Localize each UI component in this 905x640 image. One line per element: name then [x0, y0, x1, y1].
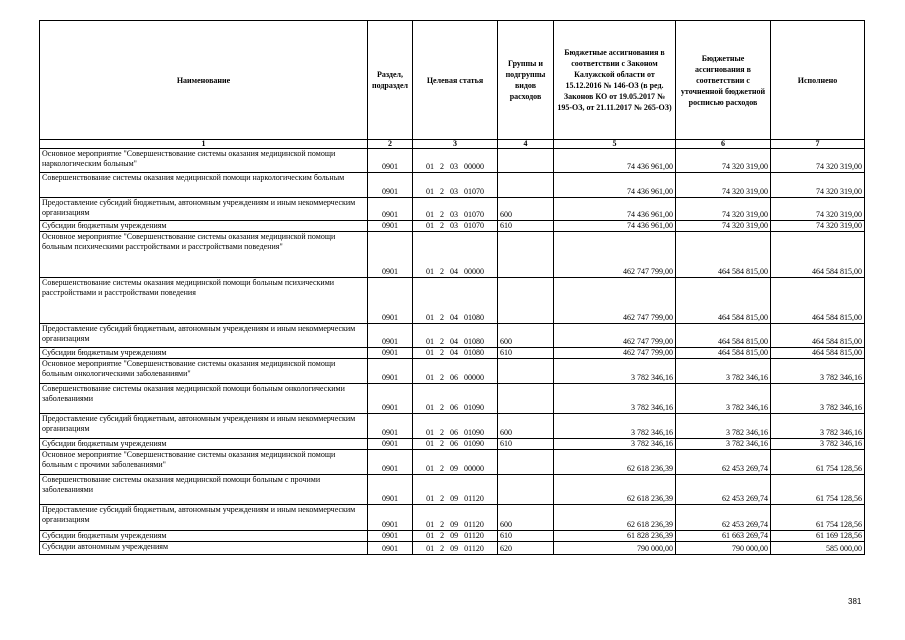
row-expense-group: 610 [498, 348, 554, 359]
row-expense-group: 600 [498, 505, 554, 531]
row-executed: 74 320 319,00 [771, 173, 865, 198]
row-section: 0901 [368, 149, 413, 173]
row-target-article: 01 2 06 01090 [413, 439, 498, 450]
row-law-allocation: 790 000,00 [554, 542, 676, 555]
row-target-article: 01 2 03 01070 [413, 173, 498, 198]
row-adjusted-allocation: 3 782 346,16 [676, 414, 771, 439]
row-target-article: 01 2 09 01120 [413, 542, 498, 555]
row-section: 0901 [368, 198, 413, 221]
table-row [40, 324, 865, 348]
row-target-article: 01 2 04 01080 [413, 278, 498, 324]
row-target-article: 01 2 06 01090 [413, 414, 498, 439]
table-body [40, 149, 865, 555]
row-adjusted-allocation: 464 584 815,00 [676, 324, 771, 348]
row-expense-group [498, 149, 554, 173]
row-executed: 3 782 346,16 [771, 359, 865, 384]
header-target: Целевая статья [413, 21, 498, 140]
row-law-allocation: 462 747 799,00 [554, 232, 676, 278]
row-section: 0901 [368, 324, 413, 348]
row-target-article: 01 2 03 01070 [413, 221, 498, 232]
row-executed: 464 584 815,00 [771, 278, 865, 324]
row-executed: 3 782 346,16 [771, 384, 865, 414]
row-law-allocation: 74 436 961,00 [554, 149, 676, 173]
table-row [40, 475, 865, 505]
row-target-article: 01 2 09 01120 [413, 505, 498, 531]
row-adjusted-allocation: 3 782 346,16 [676, 384, 771, 414]
row-executed: 61 754 128,56 [771, 475, 865, 505]
row-executed: 74 320 319,00 [771, 198, 865, 221]
row-executed: 61 169 128,56 [771, 531, 865, 542]
row-expense-group: 610 [498, 439, 554, 450]
column-number: 2 [368, 140, 413, 149]
row-adjusted-allocation: 790 000,00 [676, 542, 771, 555]
row-section: 0901 [368, 232, 413, 278]
row-expense-group: 610 [498, 531, 554, 542]
table-row [40, 542, 865, 555]
row-adjusted-allocation: 74 320 319,00 [676, 198, 771, 221]
row-law-allocation: 3 782 346,16 [554, 439, 676, 450]
row-name: Основное мероприятие "Совершенствование системы оказания медицинской помощи наркологическим больным" [40, 149, 368, 173]
table-row [40, 384, 865, 414]
table-row [40, 149, 865, 173]
row-name: Предоставление субсидий бюджетным, автономным учреждениям и иным некоммерческим организациям [40, 324, 368, 348]
header-law-allocations: Бюджетные ассигнования в соответствии с Законом Калужской области от 15.12.2016 № 146-ОЗ (в ред. Законов КО от 19.05.2017 № 195-ОЗ, от 21.11.2017 № 265-ОЗ) [554, 21, 676, 140]
row-section: 0901 [368, 475, 413, 505]
column-number: 5 [554, 140, 676, 149]
row-expense-group [498, 173, 554, 198]
row-adjusted-allocation: 3 782 346,16 [676, 439, 771, 450]
row-law-allocation: 74 436 961,00 [554, 198, 676, 221]
table-row [40, 531, 865, 542]
row-expense-group [498, 475, 554, 505]
row-target-article: 01 2 09 00000 [413, 450, 498, 475]
row-target-article: 01 2 03 01070 [413, 198, 498, 221]
row-executed: 464 584 815,00 [771, 232, 865, 278]
header-adjusted-allocations: Бюджетные ассигнования в соответствии с уточненной бюджетной росписью расходов [676, 21, 771, 140]
table-row [40, 221, 865, 232]
row-target-article: 01 2 06 00000 [413, 359, 498, 384]
row-law-allocation: 74 436 961,00 [554, 221, 676, 232]
row-adjusted-allocation: 74 320 319,00 [676, 173, 771, 198]
row-executed: 74 320 319,00 [771, 149, 865, 173]
table-row [40, 348, 865, 359]
row-law-allocation: 3 782 346,16 [554, 384, 676, 414]
row-section: 0901 [368, 384, 413, 414]
row-expense-group: 600 [498, 324, 554, 348]
row-adjusted-allocation: 62 453 269,74 [676, 505, 771, 531]
table-row [40, 232, 865, 278]
row-name: Основное мероприятие "Совершенствование системы оказания медицинской помощи больным онкологическими заболеваниями" [40, 359, 368, 384]
column-number: 7 [771, 140, 865, 149]
row-expense-group: 600 [498, 198, 554, 221]
row-adjusted-allocation: 74 320 319,00 [676, 149, 771, 173]
row-section: 0901 [368, 414, 413, 439]
row-law-allocation: 462 747 799,00 [554, 278, 676, 324]
row-expense-group [498, 278, 554, 324]
row-expense-group: 600 [498, 414, 554, 439]
row-adjusted-allocation: 62 453 269,74 [676, 450, 771, 475]
header-groups: Группы и подгруппы видов расходов [498, 21, 554, 140]
table-row [40, 173, 865, 198]
row-adjusted-allocation: 74 320 319,00 [676, 221, 771, 232]
table-row [40, 198, 865, 221]
column-number: 6 [676, 140, 771, 149]
row-section: 0901 [368, 439, 413, 450]
table-row [40, 414, 865, 439]
table-row [40, 505, 865, 531]
row-executed: 74 320 319,00 [771, 221, 865, 232]
row-name: Субсидии бюджетным учреждениям [40, 439, 368, 450]
row-target-article: 01 2 04 01080 [413, 348, 498, 359]
row-target-article: 01 2 04 00000 [413, 232, 498, 278]
row-executed: 3 782 346,16 [771, 439, 865, 450]
table-row [40, 359, 865, 384]
header-name: Наименование [40, 21, 368, 140]
row-adjusted-allocation: 464 584 815,00 [676, 348, 771, 359]
row-adjusted-allocation: 464 584 815,00 [676, 278, 771, 324]
row-adjusted-allocation: 3 782 346,16 [676, 359, 771, 384]
row-name: Субсидии бюджетным учреждениям [40, 531, 368, 542]
row-section: 0901 [368, 348, 413, 359]
row-section: 0901 [368, 221, 413, 232]
row-expense-group [498, 232, 554, 278]
row-executed: 61 754 128,56 [771, 505, 865, 531]
row-expense-group [498, 359, 554, 384]
row-target-article: 01 2 04 01080 [413, 324, 498, 348]
row-name: Совершенствование системы оказания медицинской помощи больным онкологическими заболеваниями [40, 384, 368, 414]
row-section: 0901 [368, 173, 413, 198]
table-header [40, 21, 865, 149]
row-name: Совершенствование системы оказания медицинской помощи наркологическим больным [40, 173, 368, 198]
column-number: 1 [40, 140, 368, 149]
row-executed: 3 782 346,16 [771, 414, 865, 439]
budget-table [39, 20, 865, 555]
row-name: Предоставление субсидий бюджетным, автономным учреждениям и иным некоммерческим организациям [40, 414, 368, 439]
row-name: Основное мероприятие "Совершенствование системы оказания медицинской помощи больным психическими расстройствами и расстройствами поведения" [40, 232, 368, 278]
row-target-article: 01 2 03 00000 [413, 149, 498, 173]
row-law-allocation: 62 618 236,39 [554, 475, 676, 505]
row-name: Субсидии автономным учреждениям [40, 542, 368, 555]
row-law-allocation: 74 436 961,00 [554, 173, 676, 198]
row-name: Предоставление субсидий бюджетным, автономным учреждениям и иным некоммерческим организациям [40, 198, 368, 221]
row-expense-group: 620 [498, 542, 554, 555]
header-executed: Исполнено [771, 21, 865, 140]
row-adjusted-allocation: 464 584 815,00 [676, 232, 771, 278]
row-section: 0901 [368, 531, 413, 542]
row-section: 0901 [368, 278, 413, 324]
page-number: 381 [848, 597, 862, 606]
row-executed: 585 000,00 [771, 542, 865, 555]
row-law-allocation: 462 747 799,00 [554, 324, 676, 348]
table-row [40, 278, 865, 324]
row-law-allocation: 62 618 236,39 [554, 505, 676, 531]
row-law-allocation: 3 782 346,16 [554, 414, 676, 439]
row-adjusted-allocation: 61 663 269,74 [676, 531, 771, 542]
row-name: Предоставление субсидий бюджетным, автономным учреждениям и иным некоммерческим организациям [40, 505, 368, 531]
row-law-allocation: 462 747 799,00 [554, 348, 676, 359]
row-expense-group [498, 450, 554, 475]
column-number: 4 [498, 140, 554, 149]
row-section: 0901 [368, 505, 413, 531]
row-section: 0901 [368, 359, 413, 384]
row-target-article: 01 2 09 01120 [413, 475, 498, 505]
table-row [40, 439, 865, 450]
row-executed: 61 754 128,56 [771, 450, 865, 475]
table-row [40, 450, 865, 475]
row-law-allocation: 3 782 346,16 [554, 359, 676, 384]
row-section: 0901 [368, 542, 413, 555]
column-number-row [40, 140, 865, 149]
row-section: 0901 [368, 450, 413, 475]
row-law-allocation: 62 618 236,39 [554, 450, 676, 475]
row-target-article: 01 2 09 01120 [413, 531, 498, 542]
row-adjusted-allocation: 62 453 269,74 [676, 475, 771, 505]
row-name: Основное мероприятие "Совершенствование системы оказания медицинской помощи больным с прочими заболеваниями" [40, 450, 368, 475]
row-expense-group [498, 384, 554, 414]
row-target-article: 01 2 06 01090 [413, 384, 498, 414]
header-section: Раздел, подраздел [368, 21, 413, 140]
row-expense-group: 610 [498, 221, 554, 232]
row-name: Субсидии бюджетным учреждениям [40, 221, 368, 232]
column-number: 3 [413, 140, 498, 149]
row-executed: 464 584 815,00 [771, 324, 865, 348]
row-executed: 464 584 815,00 [771, 348, 865, 359]
row-law-allocation: 61 828 236,39 [554, 531, 676, 542]
row-name: Субсидии бюджетным учреждениям [40, 348, 368, 359]
row-name: Совершенствование системы оказания медицинской помощи больным с прочими заболеваниями [40, 475, 368, 505]
row-name: Совершенствование системы оказания медицинской помощи больным психическими расстройствами и расстройствами поведения [40, 278, 368, 324]
